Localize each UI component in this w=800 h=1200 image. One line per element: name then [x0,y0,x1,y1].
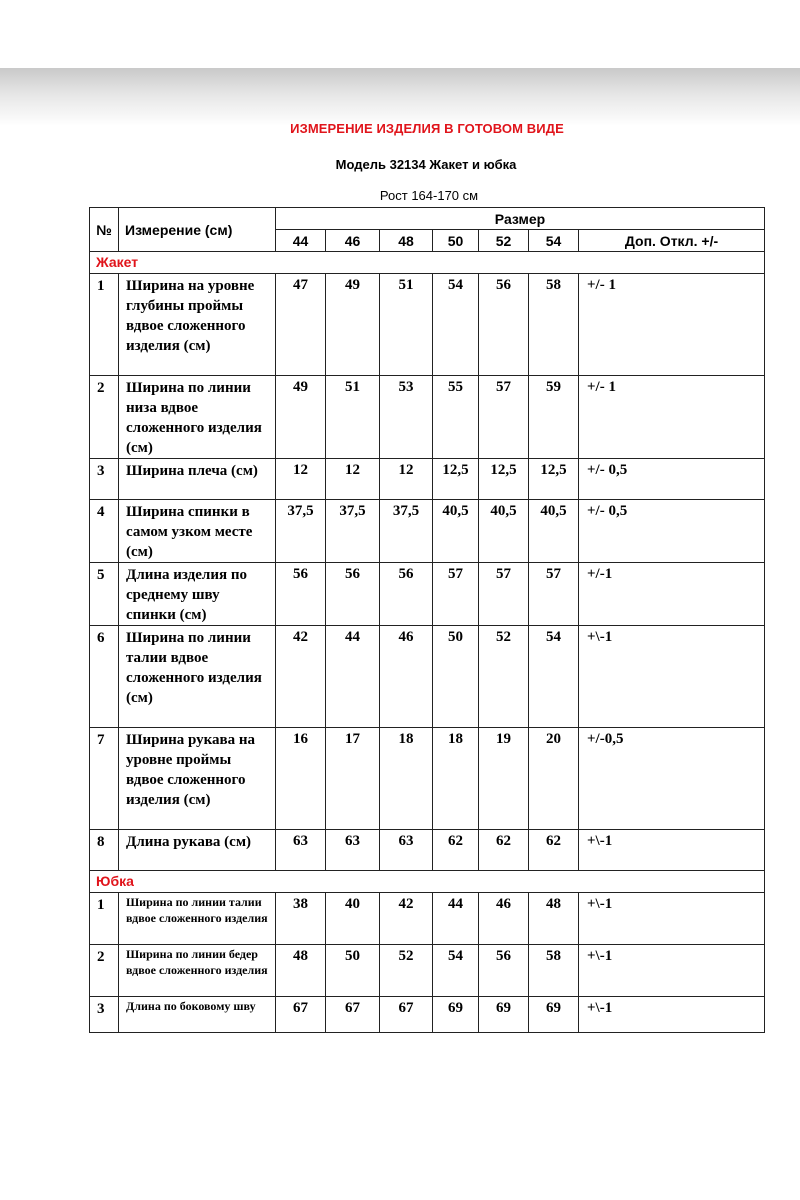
tolerance-value: +\-1 [579,626,765,728]
model-subtitle: Модель 32134 Жакет и юбка [335,157,517,172]
header-size-44: 44 [276,230,326,252]
header-tolerance: Доп. Откл. +/- [579,230,765,252]
section-title: Юбка [90,871,765,893]
tolerance-value: +/- 1 [579,274,765,376]
section-title: Жакет [90,252,765,274]
row-measurement-name: Ширина по линии талии вдвое сложенного изделия (см) [119,626,276,728]
table-row [90,500,765,563]
row-measurement-name: Длина рукава (см) [119,830,276,871]
size-value-48: 18 [380,728,433,830]
size-value-44: 12 [276,459,326,500]
size-value-46: 40 [326,893,380,945]
table-row [90,997,765,1033]
row-number: 8 [90,830,119,871]
size-value-54: 59 [529,376,579,459]
size-value-50: 55 [433,376,479,459]
size-value-50: 69 [433,997,479,1033]
row-measurement-name: Длина по боковому шву [119,997,276,1033]
row-number: 2 [90,376,119,459]
row-number: 1 [90,274,119,376]
size-value-48: 56 [380,563,433,626]
table-row [90,459,765,500]
tolerance-value: +\-1 [579,830,765,871]
size-value-54: 54 [529,626,579,728]
row-measurement-name: Ширина по линии низа вдвое сложенного изделия (см) [119,376,276,459]
size-value-44: 67 [276,997,326,1033]
size-value-46: 51 [326,376,380,459]
size-value-44: 38 [276,893,326,945]
size-value-46: 44 [326,626,380,728]
size-value-46: 49 [326,274,380,376]
row-measurement-name: Ширина по линии талии вдвое сложенного изделия [119,893,276,945]
size-value-48: 12 [380,459,433,500]
table-row [90,274,765,376]
tolerance-value: +/-1 [579,563,765,626]
tolerance-value: +/- 1 [579,376,765,459]
size-value-50: 40,5 [433,500,479,563]
size-value-48: 67 [380,997,433,1033]
row-number: 6 [90,626,119,728]
size-value-52: 69 [479,997,529,1033]
header-size-46: 46 [326,230,380,252]
size-value-46: 37,5 [326,500,380,563]
row-measurement-name: Ширина плеча (см) [119,459,276,500]
size-value-44: 49 [276,376,326,459]
table-row [90,376,765,459]
table-row [90,830,765,871]
size-value-46: 17 [326,728,380,830]
tolerance-value: +/- 0,5 [579,459,765,500]
header-measure: Измерение (см) [119,208,276,252]
row-number: 1 [90,893,119,945]
row-measurement-name: Длина изделия по среднему шву спинки (см) [119,563,276,626]
size-value-48: 42 [380,893,433,945]
size-value-52: 19 [479,728,529,830]
row-number: 3 [90,997,119,1033]
size-value-50: 12,5 [433,459,479,500]
row-number: 2 [90,945,119,997]
section-row [90,252,765,274]
tolerance-value: +\-1 [579,893,765,945]
header-size-52: 52 [479,230,529,252]
table-row [90,945,765,997]
table-row [90,626,765,728]
tolerance-value: +\-1 [579,945,765,997]
size-value-50: 54 [433,274,479,376]
size-value-52: 12,5 [479,459,529,500]
size-value-50: 50 [433,626,479,728]
size-value-46: 56 [326,563,380,626]
measurement-table [89,207,765,1033]
top-gray-band [0,68,800,126]
size-value-44: 56 [276,563,326,626]
size-value-50: 62 [433,830,479,871]
table-row [90,728,765,830]
size-value-52: 52 [479,626,529,728]
row-number: 5 [90,563,119,626]
height-range: Рост 164-170 см [379,188,479,203]
size-value-52: 57 [479,563,529,626]
header-number: № [90,208,119,252]
size-value-54: 58 [529,945,579,997]
tolerance-value: +\-1 [579,997,765,1033]
size-value-48: 63 [380,830,433,871]
size-value-54: 57 [529,563,579,626]
size-value-46: 50 [326,945,380,997]
size-value-44: 42 [276,626,326,728]
row-measurement-name: Ширина по линии бедер вдвое сложенного изделия [119,945,276,997]
size-value-46: 63 [326,830,380,871]
size-value-50: 18 [433,728,479,830]
table-body [90,252,765,1033]
size-value-54: 40,5 [529,500,579,563]
size-value-48: 51 [380,274,433,376]
tolerance-value: +/- 0,5 [579,500,765,563]
size-value-46: 67 [326,997,380,1033]
size-value-48: 37,5 [380,500,433,563]
row-number: 3 [90,459,119,500]
size-value-52: 40,5 [479,500,529,563]
size-value-52: 56 [479,274,529,376]
size-value-44: 37,5 [276,500,326,563]
row-number: 7 [90,728,119,830]
table-row [90,893,765,945]
row-measurement-name: Ширина на уровне глубины проймы вдвое сложенного изделия (см) [119,274,276,376]
size-value-44: 63 [276,830,326,871]
header-row-1 [90,208,765,230]
size-value-48: 53 [380,376,433,459]
section-row [90,871,765,893]
size-value-54: 12,5 [529,459,579,500]
size-value-54: 20 [529,728,579,830]
table-row [90,563,765,626]
row-measurement-name: Ширина спинки в самом узком месте (см) [119,500,276,563]
tolerance-value: +/-0,5 [579,728,765,830]
size-value-54: 48 [529,893,579,945]
size-value-52: 46 [479,893,529,945]
size-value-48: 46 [380,626,433,728]
size-value-44: 48 [276,945,326,997]
size-value-50: 57 [433,563,479,626]
header-size-48: 48 [380,230,433,252]
header-size-50: 50 [433,230,479,252]
header-size-54: 54 [529,230,579,252]
size-value-54: 69 [529,997,579,1033]
document-title: ИЗМЕРЕНИЕ ИЗДЕЛИЯ В ГОТОВОМ ВИДЕ [290,121,564,136]
size-value-52: 62 [479,830,529,871]
size-value-46: 12 [326,459,380,500]
row-number: 4 [90,500,119,563]
header-size: Размер [276,208,765,230]
row-measurement-name: Ширина рукава на уровне проймы вдвое сложенного изделия (см) [119,728,276,830]
size-value-48: 52 [380,945,433,997]
size-value-50: 44 [433,893,479,945]
size-value-54: 58 [529,274,579,376]
size-value-50: 54 [433,945,479,997]
size-value-54: 62 [529,830,579,871]
size-value-52: 56 [479,945,529,997]
size-value-44: 16 [276,728,326,830]
size-value-52: 57 [479,376,529,459]
size-value-44: 47 [276,274,326,376]
